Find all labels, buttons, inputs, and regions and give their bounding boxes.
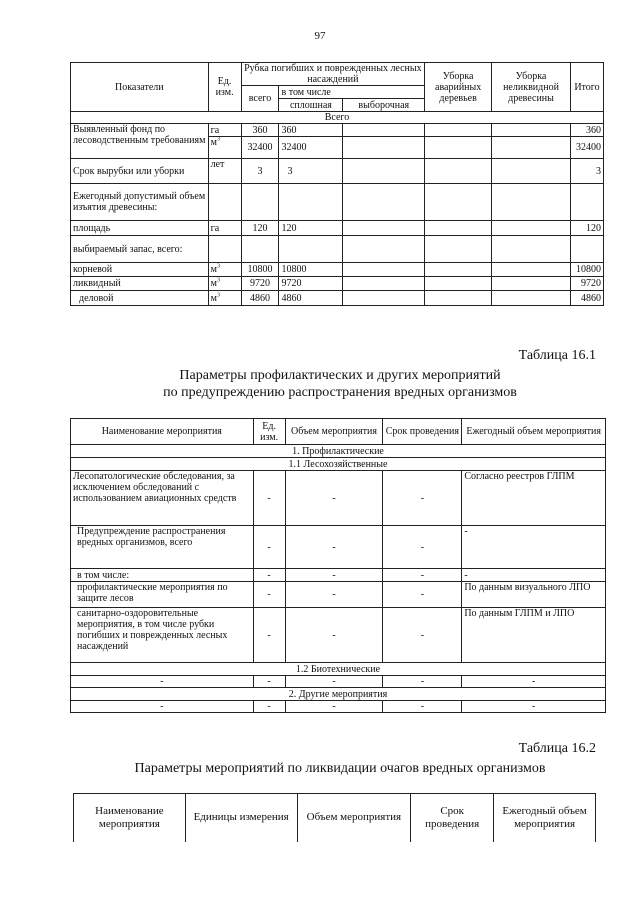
clear-cell: 120 (279, 221, 343, 236)
total-cell: 3 (241, 159, 279, 184)
volume-cell: - (285, 471, 383, 526)
header-annual: Ежегодный объем мероприятия (462, 419, 606, 445)
header-selective-cut: выборочная (343, 99, 425, 112)
felling-parameters-table (70, 62, 604, 306)
unit-cell: - (253, 526, 285, 569)
clear-cell: 32400 (279, 137, 343, 159)
measure-name: - (71, 676, 254, 688)
header-emergency-trees: Уборка аварийных деревьев (425, 63, 492, 112)
row-label: Выявленный фонд по лесоводственным требованиям (71, 124, 209, 159)
header-term: Срок проведения (411, 794, 494, 842)
measure-name: в том числе: (71, 569, 254, 582)
sum-cell: 3 (570, 159, 603, 184)
unit-cell: - (253, 608, 285, 663)
section-other-measures: 2. Другие мероприятия (71, 688, 606, 701)
row-label: Ежегодный допустимый объем изъятия древесины: (71, 184, 209, 221)
clear-cell: 10800 (279, 263, 343, 277)
total-cell: 10800 (241, 263, 279, 277)
volume-cell: - (285, 526, 383, 569)
annual-cell: - (462, 676, 606, 688)
term-cell: - (383, 471, 462, 526)
volume-cell: - (285, 608, 383, 663)
sum-cell: 10800 (570, 263, 603, 277)
row-label: выбираемый запас, всего: (71, 236, 209, 263)
unit-cell: $м^3$ (208, 137, 241, 159)
clear-cell: 360 (279, 124, 343, 137)
sum-cell: 32400 (570, 137, 603, 159)
header-name: Наименование мероприятия (74, 794, 186, 842)
table-16-2-label: Таблица 16.2 (518, 741, 596, 756)
section-forestry: 1.1 Лесохозяйственные (71, 458, 606, 471)
unit-cell: - (253, 471, 285, 526)
table-16-1-label: Таблица 16.1 (518, 348, 596, 363)
row-label: площадь (71, 221, 209, 236)
clear-cell: 4860 (279, 291, 343, 306)
unit-cell: га (208, 221, 241, 236)
clear-cell: 3 (279, 159, 343, 184)
total-cell: 32400 (241, 137, 279, 159)
annual-cell: - (462, 526, 606, 569)
total-cell: 360 (241, 124, 279, 137)
term-cell: - (383, 676, 462, 688)
volume-cell: - (285, 676, 383, 688)
total-cell: 9720 (241, 277, 279, 291)
row-label: деловой (71, 291, 209, 306)
header-unit: Ед. изм. (208, 63, 241, 112)
page-number: 97 (314, 30, 326, 42)
volume-cell: - (285, 701, 383, 713)
table-16-2-title: Параметры мероприятий по ликвидации очагов вредных организмов (134, 761, 546, 776)
header-felling: Рубка погибших и поврежденных лесных насаждений (241, 63, 425, 86)
header-annual: Ежегодный объем мероприятия (494, 794, 596, 842)
measure-name: Предупреждение распространения вредных организмов, всего (71, 526, 254, 569)
section-biotechnical: 1.2 Биотехнические (71, 663, 606, 676)
annual-cell: - (462, 701, 606, 713)
pest-elimination-table (73, 793, 596, 842)
header-illiquid-wood: Уборка неликвидной древесины (492, 63, 571, 112)
annual-cell: По данным визуального ЛПО (462, 582, 606, 608)
header-total: всего (241, 86, 279, 112)
total-cell: 4860 (241, 291, 279, 306)
row-label: Срок вырубки или уборки (71, 159, 209, 184)
unit-cell: - (253, 582, 285, 608)
term-cell: - (383, 608, 462, 663)
measure-name: санитарно-оздоровительные мероприятия, в том числе рубки погибших и поврежденных лесных насаждений (71, 608, 254, 663)
volume-cell: - (285, 569, 383, 582)
unit-cell: $м^3$ (208, 277, 241, 291)
sum-cell: 120 (570, 221, 603, 236)
unit-cell: - (253, 701, 285, 713)
table-16-1-title-line2: по предупреждению распространения вредных организмов (163, 385, 517, 400)
header-indicators: Показатели (71, 63, 209, 112)
measure-name: профилактические мероприятия по защите лесов (71, 582, 254, 608)
sum-cell: 9720 (570, 277, 603, 291)
header-volume: Объем мероприятия (285, 419, 383, 445)
header-term: Срок проведения (383, 419, 462, 445)
preventive-measures-table (70, 418, 606, 713)
table-16-1-title-line1: Параметры профилактических и других мероприятий (179, 368, 501, 383)
header-clear-cut: сплошная (279, 99, 343, 112)
term-cell: - (383, 582, 462, 608)
row-label: ликвидный (71, 277, 209, 291)
unit-cell: га (208, 124, 241, 137)
term-cell: - (383, 526, 462, 569)
term-cell: - (383, 701, 462, 713)
total-cell: 120 (241, 221, 279, 236)
header-unit: Ед. изм. (253, 419, 285, 445)
measure-name: Лесопатологические обследования, за исключением обследований с использованием авиационных средств (71, 471, 254, 526)
annual-cell: По данным ГЛПМ и ЛПО (462, 608, 606, 663)
annual-cell: - (462, 569, 606, 582)
section-prophylactic: 1. Профилактические (71, 445, 606, 458)
term-cell: - (383, 569, 462, 582)
unit-cell: - (253, 569, 285, 582)
header-name: Наименование мероприятия (71, 419, 254, 445)
unit-cell: - (253, 676, 285, 688)
row-label: корневой (71, 263, 209, 277)
section-all: Всего (71, 112, 604, 124)
header-including: в том числе (279, 86, 425, 99)
measure-name: - (71, 701, 254, 713)
unit-cell: $м^3$ (208, 263, 241, 277)
header-unit: Единицы измерения (185, 794, 297, 842)
header-volume: Объем мероприятия (297, 794, 411, 842)
annual-cell: Согласно реестров ГЛПМ (462, 471, 606, 526)
volume-cell: - (285, 582, 383, 608)
unit-cell: $м^3$ (208, 291, 241, 306)
sum-cell: 4860 (570, 291, 603, 306)
sum-cell: 360 (570, 124, 603, 137)
header-sum: Итого (570, 63, 603, 112)
unit-cell: лет (208, 159, 241, 184)
clear-cell: 9720 (279, 277, 343, 291)
